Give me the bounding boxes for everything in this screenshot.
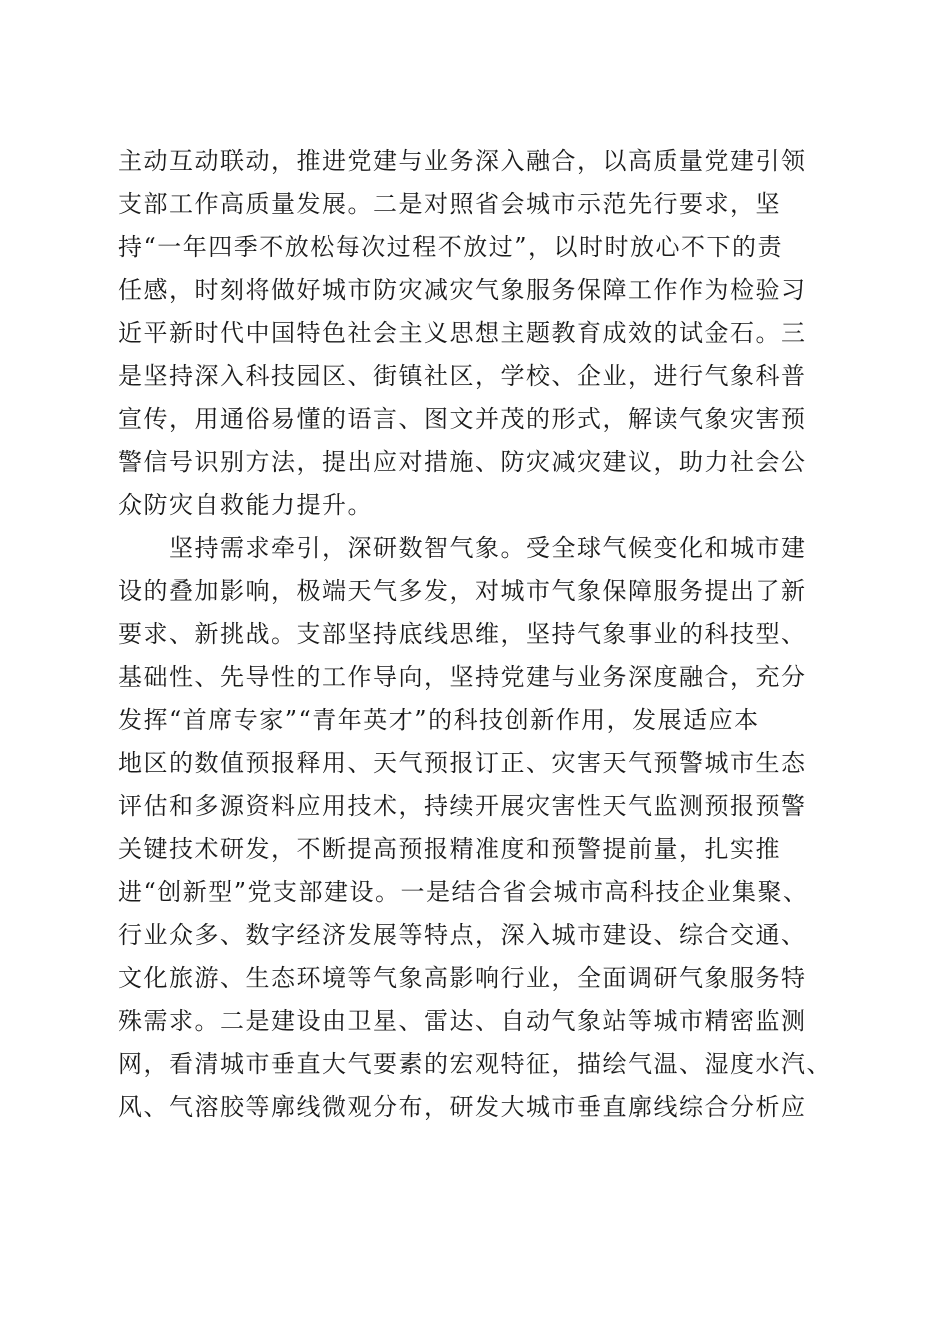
text-line: 基础性、先导性的工作导向，坚持党建与业务深度融合，充分 bbox=[118, 663, 807, 691]
text-line: 风、气溶胶等廓线微观分布，研发大城市垂直廓线综合分析应 bbox=[118, 1093, 807, 1121]
text-line: 发挥“首席专家”“青年英才”的科技创新作用，发展适应本 bbox=[118, 706, 760, 734]
text-line: 宣传，用通俗易懂的语言、图文并茂的形式，解读气象灾害预 bbox=[118, 405, 807, 433]
text-line: 支部工作高质量发展。二是对照省会城市示范先行要求，坚 bbox=[118, 190, 781, 218]
text-line: 任感，时刻将做好城市防灾减灾气象服务保障工作作为检验习 bbox=[118, 276, 807, 304]
text-line: 是坚持深入科技园区、街镇社区，学校、企业，进行气象科普 bbox=[118, 362, 807, 390]
text-line: 持“一年四季不放松每次过程不放过”，以时时放心不下的责 bbox=[118, 233, 784, 261]
text-line: 主动互动联动，推进党建与业务深入融合，以高质量党建引领 bbox=[118, 147, 807, 175]
text-line: 地区的数值预报释用、天气预报订正、灾害天气预警城市生态 bbox=[118, 749, 807, 777]
text-line: 设的叠加影响，极端天气多发，对城市气象保障服务提出了新 bbox=[118, 577, 807, 605]
text-line: 要求、新挑战。支部坚持底线思维，坚持气象事业的科技型、 bbox=[118, 620, 807, 648]
text-line: 进“创新型”党支部建设。一是结合省会城市高科技企业集聚、 bbox=[118, 878, 809, 906]
text-line: 行业众多、数字经济发展等特点，深入城市建设、综合交通、 bbox=[118, 921, 807, 949]
text-line: 近平新时代中国特色社会主义思想主题教育成效的试金石。三 bbox=[118, 319, 807, 347]
text-line: 关键技术研发，不断提高预报精准度和预警提前量，扎实推 bbox=[118, 835, 781, 863]
text-line: 殊需求。二是建设由卫星、雷达、自动气象站等城市精密监测 bbox=[118, 1007, 807, 1035]
text-line: 网，看清城市垂直大气要素的宏观特征，描绘气温、湿度水汽、 bbox=[118, 1050, 832, 1078]
text-line: 文化旅游、生态环境等气象高影响行业，全面调研气象服务特 bbox=[118, 964, 807, 992]
paragraph-start-line: 坚持需求牵引，深研数智气象。受全球气候变化和城市建 bbox=[118, 534, 807, 562]
text-line: 警信号识别方法，提出应对措施、防灾减灾建议，助力社会公 bbox=[118, 448, 807, 476]
text-line: 评估和多源资料应用技术，持续开展灾害性天气监测预报预警 bbox=[118, 792, 807, 820]
text-line: 众防灾自救能力提升。 bbox=[118, 491, 373, 519]
body-text bbox=[118, 140, 838, 1129]
